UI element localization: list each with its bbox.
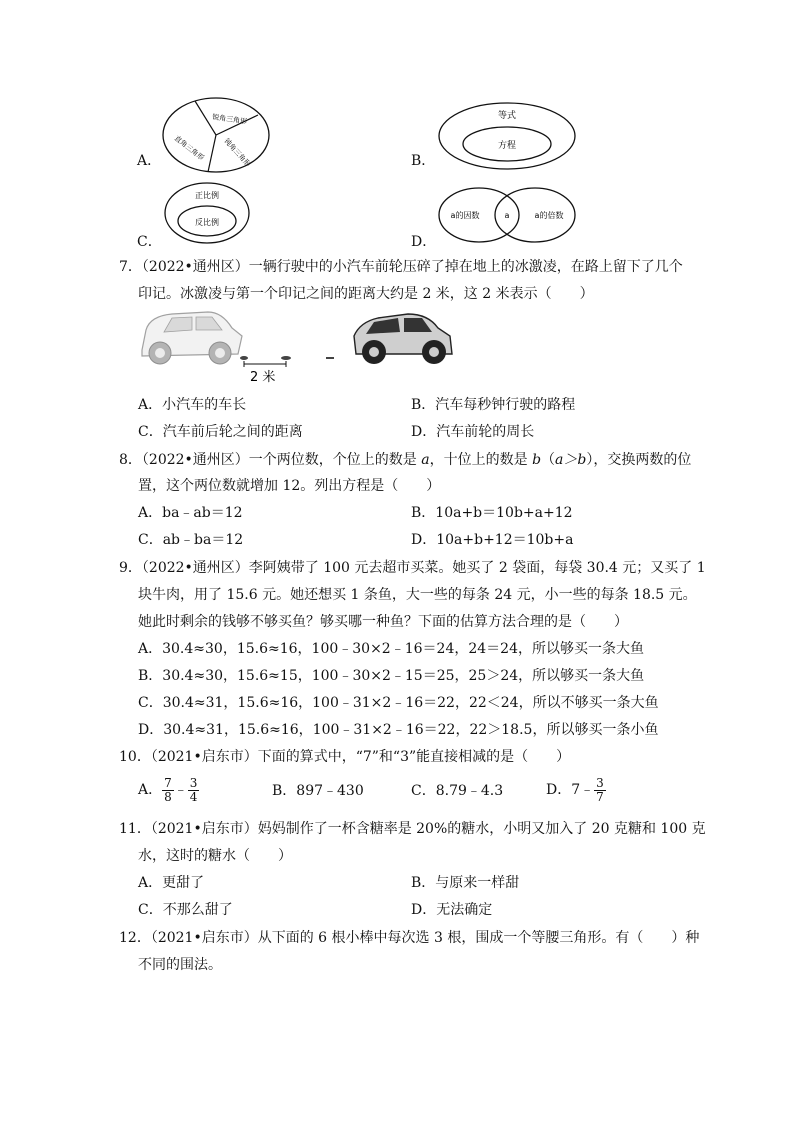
q8-stem-part3: （ xyxy=(541,452,556,468)
q6-diagram-a xyxy=(160,95,272,175)
q8-option-c[interactable]: C．ab﹣ba＝12 xyxy=(138,532,244,548)
q8-option-b[interactable]: B．10a+b＝10b+a+12 xyxy=(411,505,573,521)
q12-stem-line2: 不同的围法。 xyxy=(138,957,222,973)
q10-option-d[interactable] xyxy=(546,775,606,805)
q11-option-b[interactable]: B．与原来一样甜 xyxy=(411,875,520,891)
fraction-3-7 xyxy=(594,777,606,804)
left-car xyxy=(142,312,242,364)
q11-option-a[interactable]: A．更甜了 xyxy=(138,875,205,891)
q10-option-a-prefix: A． xyxy=(138,782,163,798)
q7-option-b[interactable]: B．汽车每秒钟行驶的路程 xyxy=(411,397,576,413)
q8-stem-part1: 8．（2022•通州区）一个两位数，个位上的数是 xyxy=(119,452,422,468)
q9-stem-line3: 她此时剩余的钱够不够买鱼？够买哪一种鱼？下面的估算方法合理的是（ ） xyxy=(138,614,628,630)
numerator: 7 xyxy=(164,775,172,790)
q10-option-c[interactable]: C．8.79﹣4.3 xyxy=(411,783,504,799)
q6-diagram-b xyxy=(436,100,578,172)
numerator: 3 xyxy=(189,775,198,790)
q6b-inner-text: 方程 xyxy=(497,141,517,151)
q6a-top-text: 锐角三角形 xyxy=(211,113,248,126)
q9-option-a[interactable]: A．30.4≈30，15.6≈16，100﹣30×2﹣16＝24，24＝24，所以够买一条大鱼 xyxy=(138,641,644,657)
q10-option-b[interactable]: B．897﹣430 xyxy=(272,783,364,799)
q7-option-d[interactable]: D．汽车前轮的周长 xyxy=(411,424,535,440)
q10-stem-line1: 10．（2021•启东市）下面的算式中，“7”和“3”能直接相减的是（ ） xyxy=(119,749,571,765)
q7-option-c[interactable]: C．汽车前后轮之间的距离 xyxy=(138,424,303,440)
q10-option-a[interactable] xyxy=(138,775,199,805)
q8-stem-line1 xyxy=(119,451,691,469)
denominator: 8 xyxy=(164,789,172,804)
q7-distance-label: 2 米 xyxy=(250,370,276,385)
minus-sign: ﹣ xyxy=(173,782,188,798)
q6a-left-text: 直角三角形 xyxy=(172,134,206,163)
q6-option-a-label: A． xyxy=(137,153,162,169)
q6c-inner-text: 反比例 xyxy=(195,218,219,227)
q9-option-b[interactable]: B．30.4≈30，15.6≈15，100﹣30×2﹣15＝25，25＞24，所以够买一条大鱼 xyxy=(138,668,645,684)
q9-stem-line2: 块牛肉，用了 15.6 元。她还想买 1 条鱼，大一些的每条 24 元，小一些的每条 18.5 元。 xyxy=(138,587,697,603)
q8-var-a: a xyxy=(421,452,430,468)
denominator: 7 xyxy=(596,789,604,804)
q7-option-a[interactable]: A．小汽车的车长 xyxy=(138,397,247,413)
q11-option-c[interactable]: C．不那么甜了 xyxy=(138,902,233,918)
denominator: 4 xyxy=(189,789,198,804)
q6c-outer-text: 正比例 xyxy=(195,191,219,200)
fraction-7-8 xyxy=(162,777,174,804)
q6d-right-text: a的倍数 xyxy=(534,211,564,220)
q7-stem-line1: 7．（2022•通州区）一辆行驶中的小汽车前轮压碎了掉在地上的冰激凌，在路上留下了几个 xyxy=(119,259,683,275)
q6-diagram-d xyxy=(437,185,577,245)
numerator: 3 xyxy=(596,775,604,790)
first-print-mark-icon xyxy=(281,356,291,360)
q6-option-d-label: D． xyxy=(411,234,437,250)
q8-stem-part2: ，十位上的数是 xyxy=(429,452,533,468)
fraction-3-4 xyxy=(188,777,200,804)
q6-option-b-label: B． xyxy=(411,153,436,169)
q6-option-c-label: C． xyxy=(137,234,162,250)
q7-stem-line2: 印记。冰激凌与第一个印记之间的距离大约是 2 米，这 2 米表示（ ） xyxy=(138,286,594,302)
q6b-outer-text: 等式 xyxy=(497,111,517,121)
q9-option-c[interactable]: C．30.4≈31，15.6≈16，100﹣31×2﹣16＝22，22＜24，所以不够买一条大鱼 xyxy=(138,695,659,711)
q11-option-d[interactable]: D．无法确定 xyxy=(411,902,493,918)
q11-stem-line1: 11．（2021•启东市）妈妈制作了一杯含糖率是 20%的糖水，小明又加入了 20 克糖和 100 克 xyxy=(119,821,706,837)
q11-stem-line2: 水，这时的糖水（ ） xyxy=(138,848,292,864)
right-car xyxy=(354,314,452,364)
q7-car-illustration xyxy=(138,306,458,386)
q10-option-d-prefix: D．7﹣ xyxy=(546,782,595,798)
q8-stem-part4: ），交换两数的位 xyxy=(586,452,692,468)
q9-option-d[interactable]: D．30.4≈31，15.6≈16，100﹣31×2﹣16＝22，22＞18.5，所以够买一条小鱼 xyxy=(138,722,659,738)
q8-condition: a＞b xyxy=(555,452,587,468)
q12-stem-line1: 12．（2021•启东市）从下面的 6 根小棒中每次选 3 根，围成一个等腰三角形。有（ ）种 xyxy=(119,930,700,946)
q8-option-d[interactable]: D．10a+b+12＝10b+a xyxy=(411,532,574,548)
q6d-left-text: a的因数 xyxy=(450,211,480,220)
q8-var-b: b xyxy=(532,452,542,468)
q9-stem-line1: 9．（2022•通州区）李阿姨带了 100 元去超市买菜。她买了 2 袋面，每袋 30.4 元；又买了 1 xyxy=(119,560,706,576)
ice-cream-mark-icon xyxy=(240,356,248,360)
q8-option-a[interactable]: A．ba﹣ab＝12 xyxy=(138,505,243,521)
q8-stem-line2: 置，这个两位数就增加 12。列出方程是（ ） xyxy=(138,478,441,494)
q6d-middle-text: a xyxy=(504,211,510,220)
q6a-right-text: 钝角三角形 xyxy=(222,136,252,169)
q6-diagram-c xyxy=(162,180,252,246)
